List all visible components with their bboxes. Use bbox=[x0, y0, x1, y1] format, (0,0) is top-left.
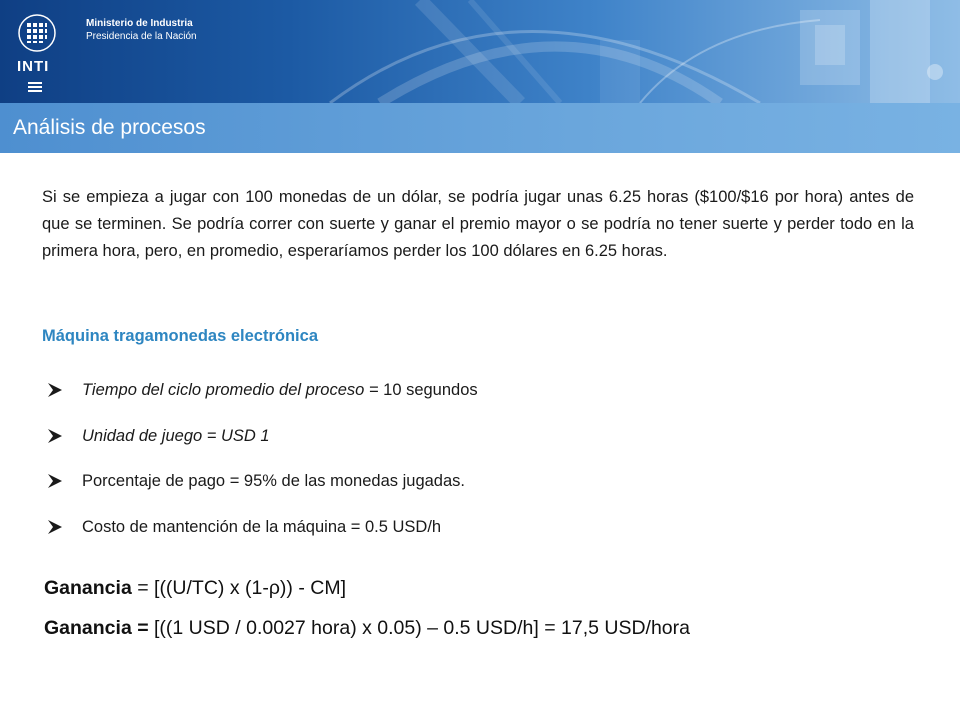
logo-stripes bbox=[28, 82, 42, 94]
bullet-item bbox=[46, 421, 478, 467]
ministry-line1: Ministerio de Industria bbox=[86, 18, 193, 29]
formula-label: Ganancia = bbox=[44, 617, 155, 639]
bullet-text: Porcentaje de pago = 95% de las monedas jugadas. bbox=[82, 472, 465, 491]
bullet-text: Costo de mantención de la máquina = 0.5 USD/h bbox=[82, 518, 442, 537]
inti-grid-logo-icon bbox=[18, 14, 56, 52]
formula-label: Ganancia bbox=[44, 577, 132, 599]
bullet-italic-text: Tiempo del ciclo promedio del proceso = bbox=[82, 381, 379, 399]
ministry-label bbox=[86, 17, 197, 43]
title-bar bbox=[0, 103, 960, 153]
bullet-item bbox=[46, 466, 478, 512]
arrow-bullet-icon bbox=[46, 381, 64, 399]
formula-expression: = [((U/TC) x (1-ρ)) - CM] bbox=[131, 577, 346, 599]
bullet-item bbox=[46, 375, 478, 421]
ministry-line2: Presidencia de la Nación bbox=[86, 31, 197, 42]
arrow-bullet-icon bbox=[46, 518, 64, 536]
arrow-bullet-icon bbox=[46, 472, 64, 490]
slide-title: Análisis de procesos bbox=[13, 116, 206, 139]
bullet-text: 10 segundos bbox=[378, 381, 478, 399]
bullet-item bbox=[46, 512, 478, 558]
header-banner bbox=[0, 0, 960, 103]
intro-paragraph: Si se empieza a jugar con 100 monedas de un dólar, se podría jugar unas 6.25 horas ($100/$16 por hora) antes de que se terminen. Se podría correr con suerte y ganar el premio mayor o se podría no tener suerte y perder todo en la primera hora, pero, en promedio, esperaríamos perder los 100 dólares en 6.25 horas. bbox=[42, 188, 914, 260]
arrow-bullet-icon bbox=[46, 427, 64, 445]
formula-expression: [((1 USD / 0.0027 hora) x 0.05) – 0.5 USD/h] = 17,5 USD/hora bbox=[154, 617, 690, 639]
bullet-list bbox=[46, 375, 478, 558]
header-decorative-art bbox=[0, 0, 960, 103]
profit-formula-computed bbox=[44, 617, 690, 640]
logo-text: INTI bbox=[17, 58, 50, 75]
section-subheading: Máquina tragamonedas electrónica bbox=[42, 327, 318, 345]
bullet-italic-text: Unidad de juego = USD 1 bbox=[82, 426, 270, 445]
profit-formula-general bbox=[44, 577, 346, 600]
